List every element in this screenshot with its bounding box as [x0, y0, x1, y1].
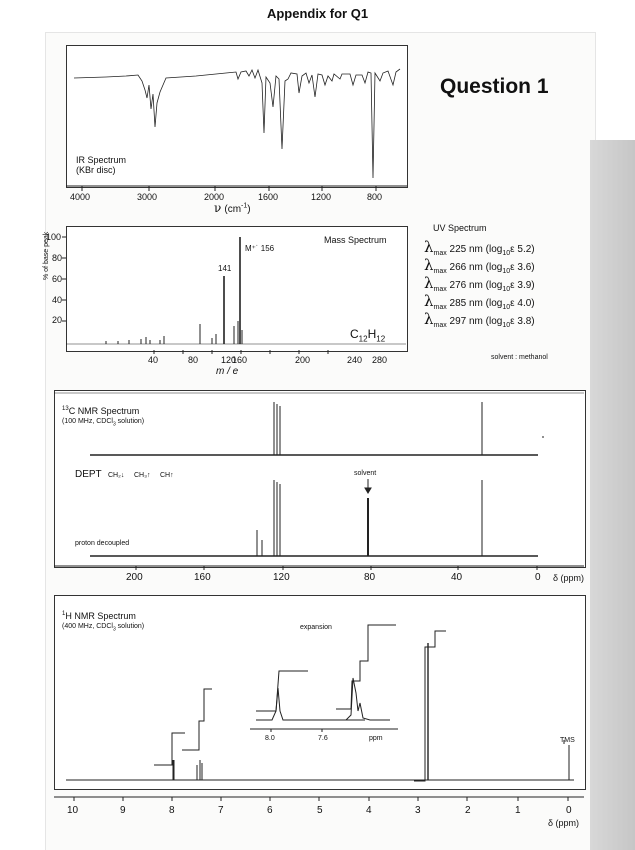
formula-h-sub: 12	[376, 334, 386, 344]
h1-tick-4: 4	[366, 805, 372, 816]
epsilon-symbol: ε	[510, 298, 515, 309]
uv-rows	[424, 238, 594, 328]
uv-row	[424, 292, 594, 310]
ms-y-tick-80: 80	[52, 253, 63, 263]
uv-log: (log	[485, 298, 503, 309]
ms-x-tick-160: 160	[232, 355, 248, 365]
h1-tick-2: 2	[465, 805, 471, 816]
h1-title	[62, 610, 136, 621]
uv-loge: 3.6)	[517, 262, 535, 273]
h1-tick-6: 6	[267, 805, 273, 816]
nu-symbol: ν	[214, 201, 222, 215]
ms-title: Mass Spectrum	[324, 235, 387, 245]
h1-conditions-sub: 3	[112, 626, 116, 633]
ms-y-axis-label: % of base peak	[43, 231, 50, 280]
ms-x-axis-label: m / e	[216, 366, 239, 377]
c13-tick-200: 200	[126, 572, 143, 583]
uv-nm: 266 nm	[449, 262, 483, 273]
formula-c-sub: 12	[358, 334, 368, 344]
dept-ch2: CH₂↓	[108, 472, 125, 479]
h1-expansion-trace	[250, 623, 402, 743]
h1-tick-8: 8	[169, 805, 175, 816]
c13-title-text: C NMR Spectrum	[68, 406, 140, 416]
uv-loge: 3.8)	[517, 316, 535, 327]
ms-x-tick-200: 200	[295, 355, 311, 365]
uv-row	[424, 238, 594, 256]
uv-title: UV Spectrum	[433, 223, 487, 233]
formula-h: H	[367, 327, 377, 341]
c13-conditions-text: (100 MHz, CDCl	[62, 418, 113, 425]
uv-loge: 4.0)	[517, 298, 535, 309]
c13-title-sup: 13	[62, 406, 69, 412]
uv-log-sub: 10	[502, 322, 511, 329]
dept-label: DEPT	[75, 469, 102, 480]
h1-expansion-label: expansion	[300, 624, 332, 631]
max-label: max	[433, 322, 447, 329]
uv-nm: 285 nm	[449, 298, 483, 309]
question-label: Question 1	[440, 75, 549, 98]
uv-log: (log	[485, 316, 503, 327]
epsilon-symbol: ε	[510, 244, 515, 255]
h1-x-axis	[54, 795, 586, 805]
ms-y-tick-60: 60	[52, 274, 63, 284]
ms-x-tick-40: 40	[148, 355, 159, 365]
c13-tick-160: 160	[194, 572, 211, 583]
max-label: max	[433, 304, 447, 311]
lambda-symbol: λ	[424, 274, 434, 292]
c13-tick-40: 40	[451, 572, 463, 583]
ir-title: IR Spectrum	[76, 155, 127, 165]
ms-x-tick-280: 280	[372, 355, 388, 365]
uv-row	[424, 274, 594, 292]
epsilon-symbol: ε	[510, 262, 515, 273]
uv-log: (log	[485, 280, 503, 291]
h1-tick-10: 10	[67, 805, 79, 816]
ms-x-tick-240: 240	[347, 355, 363, 365]
ir-tick-800: 800	[367, 192, 383, 202]
c13-decoupled-label: proton decoupled	[75, 540, 130, 547]
ir-sample: (KBr disc)	[76, 165, 116, 175]
max-label: max	[433, 268, 447, 275]
page-title: Appendix for Q1	[266, 6, 369, 21]
c13-solvent-label: solvent	[354, 470, 377, 477]
ir-tick-4000: 4000	[70, 192, 91, 202]
h1-conditions-text: (400 MHz, CDCl	[62, 623, 113, 630]
uv-log: (log	[485, 244, 503, 255]
c13-conditions-sub: 3	[112, 421, 116, 428]
uv-log-sub: 10	[502, 286, 511, 293]
h1-tick-5: 5	[317, 805, 323, 816]
c13-tick-120: 120	[273, 572, 290, 583]
formula-c: C	[350, 327, 359, 341]
epsilon-symbol: ε	[510, 280, 515, 291]
h1-tick-9: 9	[120, 805, 126, 816]
ir-axis-unit-close: )	[247, 204, 251, 215]
ms-y-tick-20: 20	[52, 315, 63, 325]
epsilon-symbol: ε	[510, 316, 515, 327]
c13-conditions-end: solution)	[115, 418, 145, 425]
ms-molecular-ion: M⁺˙ 156	[245, 244, 275, 253]
ms-peak-141-label: 141	[218, 264, 232, 273]
h1-tick-0: 0	[566, 805, 572, 816]
c13-x-unit: δ (ppm)	[553, 573, 585, 583]
ms-y-tick-40: 40	[52, 295, 63, 305]
h1-tick-3: 3	[415, 805, 421, 816]
ir-tick-1200: 1200	[311, 192, 332, 202]
ir-tick-2000: 2000	[204, 192, 225, 202]
uv-row	[424, 256, 594, 274]
ir-x-axis-label	[214, 201, 251, 215]
ms-formula	[350, 327, 385, 343]
uv-nm: 276 nm	[449, 280, 483, 291]
uv-log-sub: 10	[502, 250, 511, 257]
max-label: max	[433, 286, 447, 293]
ms-x-tick-120: 120	[221, 355, 237, 365]
uv-row	[424, 310, 594, 328]
lambda-symbol: λ	[424, 238, 434, 256]
h1-conditions	[62, 622, 144, 634]
ir-tick-1600: 1600	[258, 192, 279, 202]
ms-y-tick-100: 100	[46, 232, 62, 242]
ir-trace	[66, 45, 408, 205]
uv-solvent: solvent : methanol	[491, 354, 548, 361]
ir-axis-unit: (cm	[224, 204, 242, 215]
h1-tick-1: 1	[515, 805, 521, 816]
tms-label: TMS	[560, 737, 575, 744]
c13-tick-0: 0	[535, 572, 541, 583]
max-label: max	[433, 250, 447, 257]
uv-nm: 225 nm	[449, 244, 483, 255]
uv-log: (log	[485, 262, 503, 273]
lambda-symbol: λ	[424, 310, 434, 328]
h1-title-text: H NMR Spectrum	[65, 611, 136, 621]
c13-tick-80: 80	[364, 572, 376, 583]
ms-x-tick-80: 80	[188, 355, 199, 365]
uv-loge: 3.9)	[517, 280, 535, 291]
uv-log-sub: 10	[502, 304, 511, 311]
h1-conditions-end: solution)	[115, 623, 145, 630]
h1-tick-7: 7	[218, 805, 224, 816]
uv-loge: 5.2)	[517, 244, 535, 255]
ir-axis-unit-sup: -1	[241, 202, 248, 210]
h1-expansion-tick-7-6: 7.6	[318, 735, 328, 742]
dept-ch3: CH₃↑	[134, 472, 151, 479]
uv-nm: 297 nm	[449, 316, 483, 327]
c13-title	[62, 405, 139, 416]
lambda-symbol: λ	[424, 292, 434, 310]
scan-shadow-edge	[590, 140, 635, 850]
c13-conditions	[62, 417, 144, 429]
h1-x-unit: δ (ppm)	[548, 818, 580, 828]
h1-expansion-ppm: ppm	[369, 735, 383, 742]
lambda-symbol: λ	[424, 256, 434, 274]
h1-title-sup: 1	[62, 611, 66, 617]
h1-expansion-tick-8: 8.0	[265, 735, 275, 742]
dept-ch: CH↑	[160, 472, 174, 479]
uv-log-sub: 10	[502, 268, 511, 275]
ir-tick-3000: 3000	[137, 192, 158, 202]
